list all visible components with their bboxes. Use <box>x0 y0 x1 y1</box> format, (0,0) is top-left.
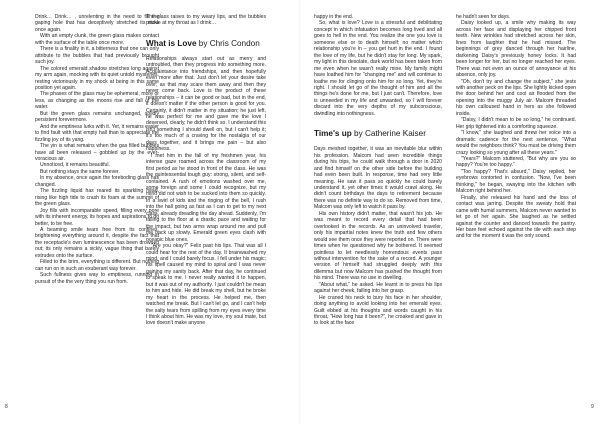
paragraph: A beaming smile tears free from its confines, brightening everything around it, despite the fact that the receptacle's own luminescence has been drowned out; its only remains a sickly, vague thing that barely extrudes onto the surface. <box>35 226 159 259</box>
paragraph: happy in the end. <box>314 14 354 20</box>
left-page-column-2 <box>146 14 266 404</box>
right-page-column-1 <box>314 14 442 404</box>
paragraph: Unnoticed, it remains beautiful. <box>40 162 110 169</box>
right-page-number: 9 <box>591 404 594 410</box>
paragraph: There is a finality in it, a bitterness that one can only attribute to the bubbles that had previously brought such joy. <box>35 46 159 66</box>
paragraph: The colored emerald shadow stretches long against my arm again, mocking with its quiet untold mysteries, resting victoriously in my shock at being in this same position yet again. <box>35 65 159 91</box>
story-title: Time's up <box>314 129 352 139</box>
paragraph: "Years?" Malcom stuttered, "But why are you so happy? You're too happy." <box>456 155 576 169</box>
paragraph: Daisy looked up, a smile why making its way across her face and displaying her chipped front teeth. New wrinkles had stretched across her skin, lines from laughter that he had missed. The beginnings of grey danced through her hairline, darkening Daisy's previously honey locks. It had been longer for her, but no longer reached her eyes. There was not even an ounce of annoyance at his absence, only joy. <box>456 20 576 79</box>
paragraph: Such fullness gives way to emptiness, running in pursuit of the the very thing you run from. <box>35 272 159 285</box>
paragraph: With an empty clunk, the green glass makes contact with the surface of the table once more. <box>35 33 159 46</box>
paragraph: "Daisy, I didn't mean to be so long," he continued. Her grip tightened into a comforting squeeze. <box>456 117 576 130</box>
paragraph: But the green glass remains unchanged, solidly persistent forevermore. <box>35 110 159 124</box>
paragraph: Filled to the brim, everything is different. But nothing can run on in such an exuberant way forever. <box>35 259 159 272</box>
paragraph: He craned his neck to bury his face in her shoulder, doing anything to avoid looking into her emerald eyes. Guilt ebbed at his thoughts and words caught in his throat, "How long has it been?", he croaked and gave in to look at the face <box>314 294 442 327</box>
paragraph: "Too happy? That's absurd," Daisy replied, her eyebrows contorted in confusion. "Now, I've been thinking," he began, swaying into the kitchen with Malcom right behind her. <box>456 168 576 195</box>
paragraph: The glass raises to my weary lips, and the bubbles prickle at my throat as I drink… <box>146 14 266 27</box>
paragraph: he hadn't seen for days. <box>456 14 511 20</box>
paragraph: The yin is what remains when the gas filled bubbles have all been released – gobbled up by the ever-voracious air. <box>35 143 159 162</box>
paragraph: So, what is love? Love is a stressful and debilitating concept in which infatuation becomes long lived and all goes to hell in the end. You realize the one you love is someone else or to death himself; no matter which relationship you're in – you get hurt in the end. I found the love of my life, but he didn't stay for long. My spark, my light in this desolate, dark world has been taken from me even when he wasn't really mine. My family might have loathed him for "changing me" and will continue to loathe me for clinging onto him for so long. Yet, they're right. I should let go of the thought of him and all the things he's done for me, but I just can't. Therefore, love is unneeded in my life and unwanted, so I will forever discard into the very depths of my subconscious, dwindling into nothingness. <box>314 20 442 117</box>
paragraph: "Oh, don't try and change the subject," she jests with another peck on the lips. She lightly kicked open the door behind her and cool air flooded from the opening into the muggy July air. Malcom threaded his own calloused hand in hers as she followed inside. <box>456 78 576 117</box>
paragraph: Joy fills with incomparable speed, filling every pore with its inherent energy, its hopes and aspirations to do better, to be free. <box>35 207 159 227</box>
page-gutter <box>299 0 301 424</box>
paragraph: And the emptiness lurks with it. Yet, it remains easier to find fault with that empty hall than to appreciate the fizzling joy of its yang. <box>35 123 159 143</box>
paragraph: In my absence, once again the foreboding glass has changed. <box>35 175 159 188</box>
paragraph: His own history didn't matter, that wasn't his job. He was meant to record every detail that had been overlooked in the records. As an uninvolved traveler, only his impartial notes knew the truth and few others would see them once they were reported on. There were times when he questioned why he bothered. It seemed pointless to let needlessly horrendous events pass without intervention for the sake of a record. A younger version of himself had struggled deeply with this dilemma but now Malcom has pushed the thought from his mind. There was no use in dwelling. <box>314 210 442 282</box>
paragraph: Days meshed together, it was an inevitable blur within his profession. Malcom had seen incredible things during his trips, he could walk through a door in 2020 and find himself on the other side before the building had even been built. In response, time had very little meaning. He saw it pass so quickly he could barely understand it, yet other times it would crawl along. He didn't count birthdays the days to retirement because there was no definite way to do so. Removed from time, Malcom was only left to watch it pass by. <box>314 146 442 211</box>
paragraph: Drink… Drink… , unrelenting in the need to fill the gaping hole that has deceptively stretched its maw once again. <box>35 14 159 33</box>
paragraph: The phases of the glass may be ephemeral, more or less, as changing as the moons rise and fall of the water. <box>35 91 159 111</box>
paragraph: "Are you okay?" Felix past his lips. That was all I could hear for the rest of the day. It brainwashed my mind, and I could barely focus. I fell under his magic; his spell caused my mind to spiral and I was never gaining my sanity back. After that day, he continued to speak to me. I never really wanted it to happen, but it was out of my authority. I just couldn't be mean to him and hide. He did break my shell, but he broke my heart in the process. He helped me, then watched me break. But I can't let go, and I can't help the salty tears from spilling from my eyes every time I think about him. He was my love, my soul mate, but love doesn't make anyone <box>146 243 266 327</box>
paragraph: But nothing stays the same forever. <box>40 168 120 175</box>
paragraph: I met him in the fall of my freshmen year, his intense gaze roamed across the classroom of my first period as he stood in front of the class. He was the quintessential tough guy: strong, silent, and self-contained. A rush of emotions washed over me, some foreign and some I could recognize, but my mind did not wish to be sucked into them so quickly. In a swirl of kids and the ringing of the bell, I rush into the hall going as fast as I can to get to my next class, already dreading the day ahead. Suddenly, I'm falling to the floor at a drastic pace and waiting for the impact, but two arms wrap around me and pull me back up slowly. Emerald green eyes clash with oceanic blue ones. <box>146 152 266 243</box>
paragraph: The fizzling liquid has reared its sparkling head, rising like high tide to crash its foam at the summit of the green glass. <box>35 188 159 208</box>
paragraph: "About what," he asked. He learnt in to press his lips against her cheek, falling into her grasp. <box>314 281 442 295</box>
paragraph: "I know," she laughed and threw her voice into a dramatic cadence for the next sentence, "What would the neighbors think? You must be driving them crazy looking so young after all these years." <box>456 130 576 156</box>
paragraph: Finally, she released his hand and the loss of contact was jarring. Despite the sweaty hold that came with humid summers, Malcom never wanted to let go of her again. She laughed as he settled against the counter and danced towards the pantry. Her bare feet echoed against the tile with each step and for the moment it was the only sound. <box>456 194 576 240</box>
left-page-column-1 <box>35 14 159 404</box>
right-page-column-2 <box>456 14 576 404</box>
left-page-number: 8 <box>5 404 8 410</box>
story-author: by Catherine Kaiser <box>354 129 426 139</box>
story-title-what-is-love <box>146 39 266 49</box>
story-author: by Chris Condon <box>198 38 260 48</box>
story-title: What is Love <box>146 38 197 48</box>
paragraph: Relationships always start out as merry and untroubled, then they progress into something more. Acquaintance into friendships, and then hopefully even more after that. Just don't let your desire take over; as that may scare them away and then they never come back. Love is the product of these relationships – it can be good or bad, but in the end, it doesn't matter if the other person is good for you. Certainly, it didn't matter in my situation; he just left, he was perfect for me and gave me the love I deserved, clearly, he didn't think so. I understand this isn't something I should dwell on, but I can't help it; it's too much of a craving for the nostalgia of our days together, and it brings me pain – but also happiness. <box>146 55 266 153</box>
story-title-times-up <box>314 129 442 139</box>
